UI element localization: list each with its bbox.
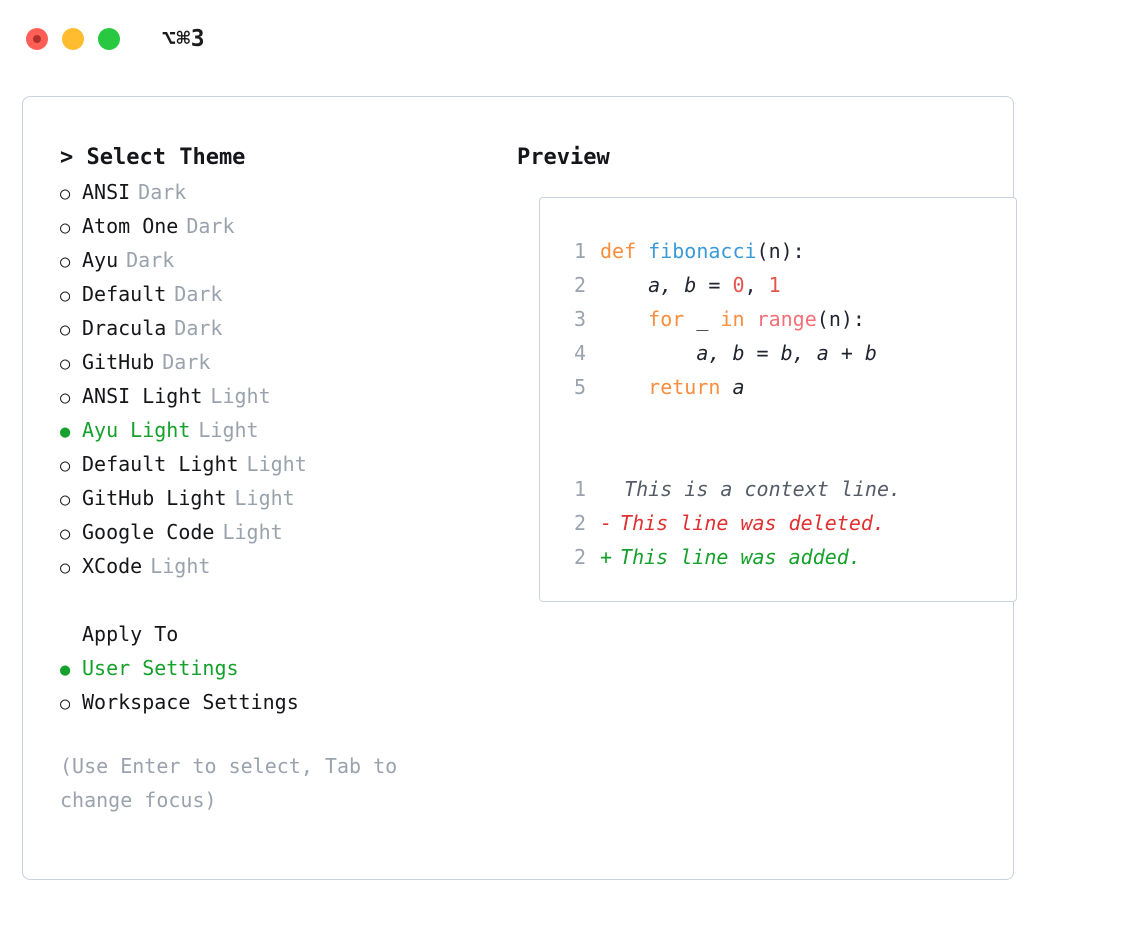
code-token xyxy=(600,370,648,404)
theme-list-item[interactable] xyxy=(60,481,500,515)
code-token: a, b = b, a + b xyxy=(600,341,877,365)
diff-text: This is a context line. xyxy=(600,477,902,501)
theme-list-item[interactable] xyxy=(60,345,500,379)
theme-tag: Dark xyxy=(162,350,211,374)
apply-to-heading: Apply To xyxy=(82,622,179,646)
radio-icon[interactable]: ○ xyxy=(60,252,71,272)
radio-icon[interactable]: ○ xyxy=(60,286,71,306)
theme-tag: Light xyxy=(222,520,283,544)
theme-list-item[interactable] xyxy=(60,311,500,345)
list-spacer xyxy=(60,583,500,617)
close-icon[interactable] xyxy=(26,28,48,50)
line-number: 4 xyxy=(573,341,586,365)
code-line xyxy=(540,234,1016,268)
diff-marker: - xyxy=(600,511,613,535)
code-token: range xyxy=(756,307,817,331)
theme-name: ANSI Light xyxy=(82,384,203,408)
line-number: 2 xyxy=(573,273,586,297)
theme-name: Default xyxy=(82,282,167,306)
theme-tag: Light xyxy=(246,452,307,476)
theme-name: Google Code xyxy=(82,520,215,544)
theme-list-item[interactable] xyxy=(60,515,500,549)
code-token: def xyxy=(600,239,649,263)
preview-box xyxy=(539,197,1017,602)
radio-icon[interactable]: ○ xyxy=(60,558,71,578)
code-token: in xyxy=(720,307,745,331)
apply-to-label: Workspace Settings xyxy=(82,690,299,714)
window-title: ⌥⌘3 xyxy=(162,26,206,52)
theme-list-item[interactable] xyxy=(60,549,500,583)
diff-line-context xyxy=(540,472,1016,506)
select-theme-heading: > Select Theme xyxy=(60,145,246,170)
zoom-icon[interactable] xyxy=(98,28,120,50)
theme-list-item-selected[interactable] xyxy=(60,413,500,447)
theme-tag: Light xyxy=(150,554,211,578)
code-token: for xyxy=(648,307,685,331)
theme-selector-column xyxy=(60,141,500,817)
radio-icon[interactable]: ○ xyxy=(60,694,71,714)
code-token: return xyxy=(648,375,721,399)
apply-to-item-user-settings[interactable] xyxy=(60,651,500,685)
theme-name: Atom One xyxy=(82,214,179,238)
theme-list-item[interactable] xyxy=(60,243,500,277)
line-number: 1 xyxy=(573,477,586,501)
theme-tag: Dark xyxy=(126,248,175,272)
diff-line-added xyxy=(540,540,1016,574)
code-token: 1 xyxy=(768,273,781,297)
radio-icon[interactable]: ○ xyxy=(60,490,71,510)
radio-icon[interactable]: ○ xyxy=(60,218,71,238)
diff-marker: + xyxy=(600,545,613,569)
code-token xyxy=(600,302,648,336)
line-number: 3 xyxy=(573,307,586,331)
code-line xyxy=(540,302,1016,336)
code-blank-line xyxy=(540,404,1016,438)
code-line xyxy=(540,268,1016,302)
radio-icon[interactable]: ○ xyxy=(60,456,71,476)
minimize-icon[interactable] xyxy=(62,28,84,50)
theme-list-item[interactable] xyxy=(60,447,500,481)
theme-tag: Dark xyxy=(186,214,235,238)
theme-tag: Light xyxy=(198,418,259,442)
code-line xyxy=(540,370,1016,404)
line-number: 1 xyxy=(573,239,586,263)
code-blank-line xyxy=(540,438,1016,472)
radio-icon[interactable]: ○ xyxy=(60,184,71,204)
code-token: (n): xyxy=(816,307,865,331)
title-bar xyxy=(0,0,1140,78)
code-token: a, b = xyxy=(600,273,733,297)
code-token: , xyxy=(744,273,769,297)
theme-list-item[interactable] xyxy=(60,175,500,209)
code-token xyxy=(745,302,757,336)
theme-name: Ayu xyxy=(82,248,119,272)
theme-list-item[interactable] xyxy=(60,209,500,243)
theme-name: Ayu Light xyxy=(82,418,191,442)
code-token: fibonacci xyxy=(648,239,757,263)
diff-text: This line was added. xyxy=(620,545,861,569)
theme-name: ANSI xyxy=(82,180,131,204)
apply-to-item-workspace-settings[interactable] xyxy=(60,685,500,719)
radio-icon[interactable]: ○ xyxy=(60,320,71,340)
theme-name: XCode xyxy=(82,554,143,578)
main-panel xyxy=(22,96,1014,880)
diff-line-deleted xyxy=(540,506,1016,540)
line-number: 2 xyxy=(573,545,586,569)
code-line xyxy=(540,336,1016,370)
preview-heading: Preview xyxy=(517,145,610,170)
theme-tag: Light xyxy=(210,384,271,408)
traffic-lights xyxy=(26,28,120,50)
code-token: a xyxy=(720,375,745,399)
code-token: _ xyxy=(684,307,721,331)
preview-column xyxy=(517,141,1017,569)
radio-icon-selected[interactable]: ● xyxy=(60,660,71,680)
code-token: (n): xyxy=(756,239,805,263)
radio-icon[interactable]: ○ xyxy=(60,354,71,374)
theme-tag: Dark xyxy=(138,180,187,204)
diff-text: This line was deleted. xyxy=(620,511,885,535)
radio-icon-selected[interactable]: ● xyxy=(60,422,71,442)
theme-list-item[interactable] xyxy=(60,277,500,311)
theme-name: GitHub Light xyxy=(82,486,227,510)
apply-to-label: User Settings xyxy=(82,656,239,680)
code-token: 0 xyxy=(732,273,745,297)
theme-list[interactable] xyxy=(60,175,500,583)
theme-tag: Light xyxy=(234,486,295,510)
radio-icon[interactable]: ○ xyxy=(60,524,71,544)
theme-name: Default Light xyxy=(82,452,239,476)
radio-icon[interactable]: ○ xyxy=(60,388,71,408)
apply-to-list[interactable] xyxy=(60,651,500,719)
theme-list-item[interactable] xyxy=(60,379,500,413)
theme-tag: Dark xyxy=(174,282,223,306)
line-number: 2 xyxy=(573,511,586,535)
theme-tag: Dark xyxy=(174,316,223,340)
line-number: 5 xyxy=(573,375,586,399)
theme-name: Dracula xyxy=(82,316,167,340)
keyboard-hint: (Use Enter to select, Tab to change focus) xyxy=(60,754,410,812)
theme-name: GitHub xyxy=(82,350,155,374)
